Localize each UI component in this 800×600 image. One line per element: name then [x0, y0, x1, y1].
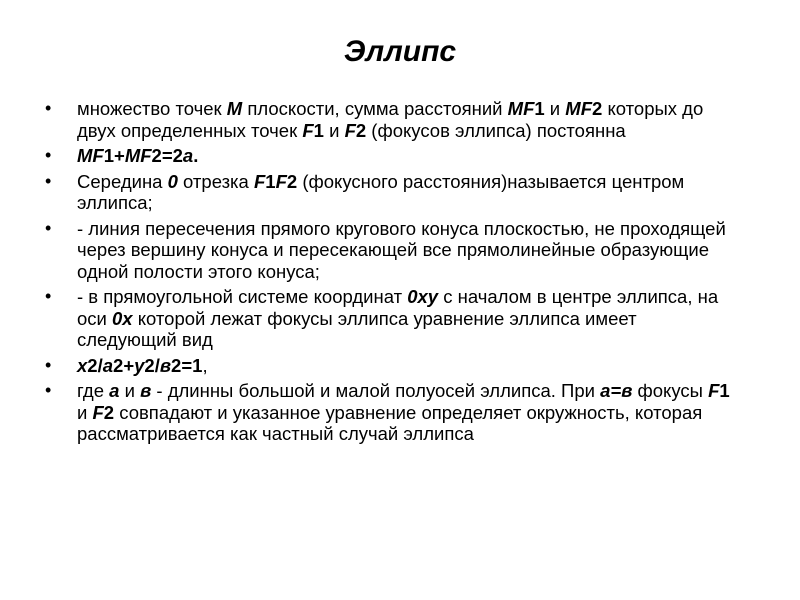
text-run: F — [275, 170, 287, 192]
text-run: а=в — [600, 380, 633, 401]
text-run: MF — [124, 145, 152, 166]
bullet-marker: • — [45, 170, 52, 191]
text-run: фокусы — [632, 380, 709, 401]
bullet-text — [77, 171, 684, 214]
text-run: отрезка — [177, 170, 254, 192]
text-run: F — [708, 380, 720, 401]
bullet-item — [45, 218, 735, 283]
text-run: F — [253, 170, 266, 192]
text-run: плоскости, сумма расстояний — [242, 98, 508, 119]
text-run: которых до двух определенных точек — [77, 98, 704, 141]
text-run: 2+ — [113, 354, 135, 376]
text-run: MF — [77, 145, 104, 166]
text-run: и — [544, 98, 566, 119]
bullet-item — [45, 145, 735, 167]
bullet-item — [45, 98, 735, 141]
text-run: 0xy — [407, 286, 439, 307]
text-run: x — [77, 354, 88, 376]
text-run: F — [302, 119, 314, 141]
text-run: MF — [565, 98, 593, 119]
text-run: 0x — [112, 307, 133, 329]
text-run: a — [102, 354, 114, 376]
bullet-marker: • — [45, 380, 52, 400]
bullet-item — [45, 380, 735, 445]
text-run: 2=2 — [151, 145, 183, 166]
bullet-text — [77, 145, 198, 166]
text-run: множество точек — [77, 98, 227, 119]
text-run: Середина — [77, 170, 168, 192]
bullet-marker: • — [45, 145, 52, 165]
text-run: 2=1 — [171, 354, 203, 376]
text-run: a — [182, 145, 194, 166]
text-run: 1+ — [103, 145, 125, 166]
text-run: F — [92, 401, 104, 423]
text-run: (фокусов эллипса) постоянна — [366, 119, 626, 141]
text-run: F — [344, 119, 356, 141]
bullet-item — [45, 286, 735, 351]
text-run: 1 — [719, 380, 730, 401]
text-run: 2 — [355, 119, 367, 141]
bullet-text — [77, 218, 726, 282]
text-run: y — [134, 354, 145, 376]
text-run: и — [77, 401, 93, 423]
text-run: которой лежат фокусы эллипса уравнение эллипса имеет следующий вид — [77, 307, 637, 350]
text-run: - в прямоугольной системе координат — [77, 286, 408, 307]
text-run: а — [109, 380, 120, 401]
slide-title: Эллипс — [343, 35, 457, 68]
text-run: 2/ — [87, 354, 103, 376]
text-run: 1 — [313, 119, 324, 141]
text-run: - линия пересечения прямого кругового конуса плоскостью, не проходящей через вершину конуса и пересекающей все прямолинейные образующие одной полости этого конуса; — [77, 217, 726, 282]
text-run: где — [77, 380, 110, 401]
text-run: и — [323, 119, 345, 141]
text-run: совпадают и указанное уравнение определяет окружность, которая рассматривается как частный случай эллипса — [77, 401, 703, 444]
text-run: 1 — [265, 170, 276, 192]
text-run: 2 — [103, 401, 115, 423]
bullet-marker: • — [45, 98, 52, 118]
bullet-item — [45, 355, 735, 377]
bullet-text — [77, 98, 703, 141]
bullet-marker: • — [45, 286, 52, 306]
text-run: М — [226, 98, 243, 119]
text-run: в — [159, 354, 172, 376]
bullet-marker: • — [45, 217, 52, 238]
text-run: , — [202, 354, 208, 376]
bullet-text — [77, 286, 718, 350]
text-run: . — [193, 145, 199, 166]
text-run: MF — [507, 98, 535, 119]
text-run: с началом в центре эллипса, на оси — [77, 286, 719, 329]
text-run: - длинны большой и малой полуосей эллипса. При — [151, 380, 601, 401]
bullet-text — [77, 355, 208, 376]
text-run: (фокусного расстояния)называется центром эллипса; — [77, 170, 685, 213]
text-run: в — [140, 380, 152, 401]
bullet-text — [77, 380, 730, 444]
text-run: 2/ — [144, 354, 160, 376]
text-run: 1 — [534, 98, 545, 119]
text-run: и — [119, 380, 141, 401]
text-run: 0 — [167, 170, 178, 192]
bullet-marker: • — [45, 354, 52, 375]
text-run: 2 — [286, 170, 298, 192]
bullet-list — [45, 98, 735, 449]
bullet-item — [45, 171, 735, 214]
text-run: 2 — [592, 98, 603, 119]
